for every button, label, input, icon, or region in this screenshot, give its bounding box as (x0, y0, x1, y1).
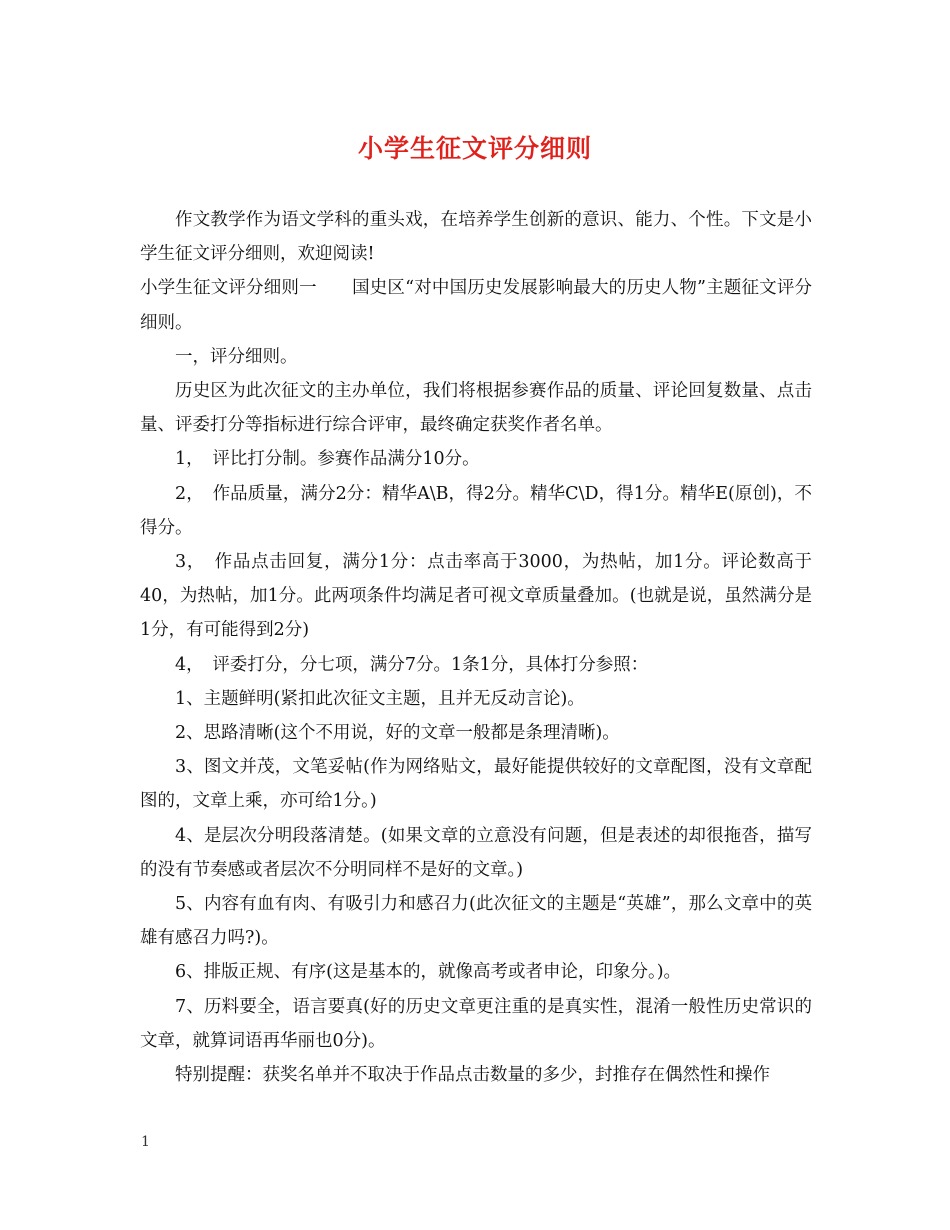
paragraph-organizer: 历史区为此次征文的主办单位，我们将根据参赛作品的质量、评论回复数量、点击量、评委打分等指标进行综合评审，最终确定获奖作者名单。 (140, 381, 812, 436)
paragraph-criterion-2: 2、思路清晰(这个不用说，好的文章一般都是条理清晰)。 (175, 723, 620, 744)
paragraph-criterion-3: 3、图文并茂，文笔妥帖(作为网络贴文，最好能提供较好的文章配图，没有文章配图的，文章上乘，亦可给1分。) (140, 757, 812, 812)
paragraph-rule-1: 1， 评比打分制。参赛作品满分10分。 (175, 449, 480, 470)
paragraph-rules-heading: 一，评分细则。 (175, 346, 298, 367)
paragraph-criterion-5: 5、内容有血有肉、有吸引力和感召力(此次征文的主题是“英雄”，那么文章中的英雄有感召力吗?)。 (140, 894, 812, 949)
paragraph-section-heading: 小学生征文评分细则一 国史区“对中国历史发展影响最大的历史人物”主题征文评分细则。 (140, 278, 812, 333)
paragraph-intro: 作文教学作为语文学科的重头戏，在培养学生创新的意识、能力、个性。下文是小学生征文评分细则，欢迎阅读! (140, 210, 812, 265)
document-body (140, 203, 812, 1092)
page-number: 1 (141, 1134, 150, 1150)
paragraph-criterion-6: 6、排版正规、有序(这是基本的，就像高考或者申论，印象分。)。 (175, 962, 682, 983)
paragraph-criterion-4: 4、是层次分明段落清楚。(如果文章的立意没有问题，但是表述的却很拖沓，描写的没有节奏感或者层次不分明同样不是好的文章。) (140, 825, 812, 880)
paragraph-criterion-7: 7、历料要全，语言要真(好的历史文章更注重的是真实性，混淆一般性历史常识的文章，就算词语再华丽也0分)。 (140, 996, 812, 1051)
paragraph-rule-4: 4， 评委打分，分七项，满分7分。1条1分，具体打分参照： (175, 654, 649, 675)
paragraph-special-note: 特别提醒：获奖名单并不取决于作品点击数量的多少，封推存在偶然性和操作 (175, 1065, 770, 1086)
paragraph-criterion-1: 1、主题鲜明(紧扣此次征文主题，且并无反动言论)。 (175, 688, 585, 709)
paragraph-rule-2: 2， 作品质量，满分2分：精华A\B，得2分。精华C\D，得1分。精华E(原创)，不得分。 (140, 483, 812, 538)
paragraph-rule-3: 3， 作品点击回复，满分1分：点击率高于3000，为热帖，加1分。评论数高于40，为热帖，加1分。此两项条件均满足者可视文章质量叠加。(也就是说，虽然满分是1分，有可能得到2分) (140, 552, 812, 641)
document-title: 小学生征文评分细则 (357, 134, 592, 163)
